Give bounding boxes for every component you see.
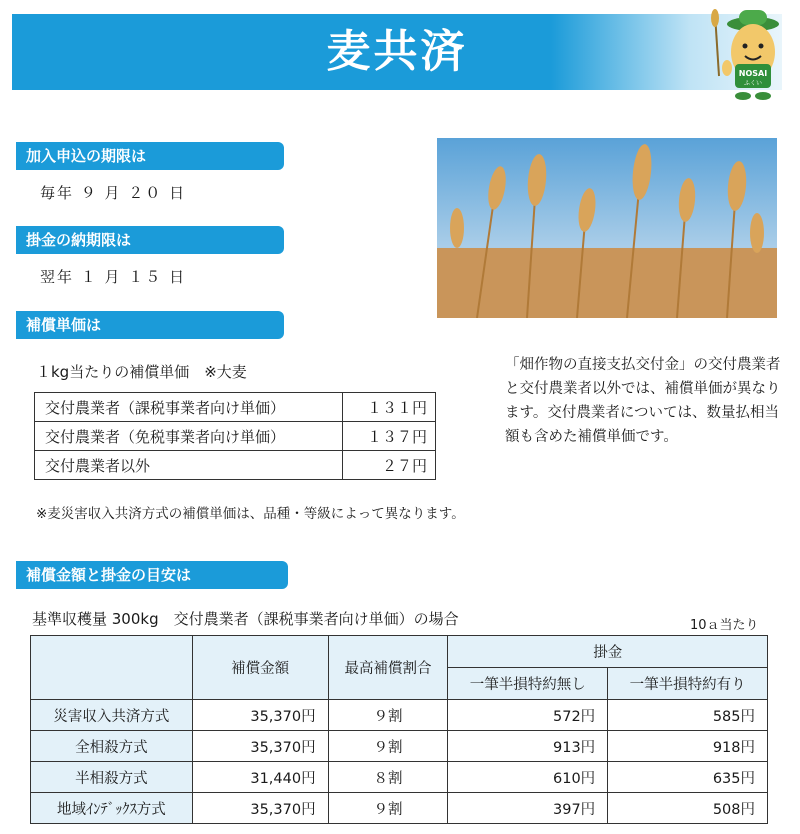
estimate-table <box>30 635 768 824</box>
row-premium-no: 572円 <box>448 700 608 731</box>
header-premium: 掛金 <box>448 636 768 668</box>
section-label-estimate: 補償金額と掛金の目安は <box>16 561 288 589</box>
estimate-caption: 基準収穫量 300kg 交付農業者（課税事業者向け単価）の場合 <box>32 610 459 628</box>
header-premium-with-rider: 一筆半損特約有り <box>608 668 768 700</box>
table-row <box>35 393 436 422</box>
section-label-unit-price: 補償単価は <box>16 311 284 339</box>
estimate-unit: 10ａ当たり <box>690 618 759 633</box>
row-premium-yes: 635円 <box>608 762 768 793</box>
unit-price-footnote: ※麦災害収入共済方式の補償単価は、品種・等級によって異なります。 <box>36 506 465 522</box>
row-ratio: ９割 <box>328 700 448 731</box>
price-row-value: ２７円 <box>342 451 435 480</box>
row-method: 災害収入共済方式 <box>31 700 193 731</box>
table-row <box>31 731 768 762</box>
mascot-badge-subtext: ふくい <box>743 80 763 87</box>
mascot-illustration <box>705 6 791 102</box>
table-row <box>35 451 436 480</box>
section-label-pay-deadline: 掛金の納期限は <box>16 226 284 254</box>
table-row <box>31 793 768 824</box>
unit-price-side-note: 「畑作物の直接支払交付金」の交付農業者と交付農業者以外では、補償単価が異なります。交付農業者については、数量払相当額も含めた補償単価です。 <box>505 357 781 445</box>
row-amount: 31,440円 <box>192 762 328 793</box>
row-premium-yes: 585円 <box>608 700 768 731</box>
table-row <box>35 422 436 451</box>
header-blank <box>31 636 193 700</box>
table-row <box>31 762 768 793</box>
unit-price-table <box>34 392 436 480</box>
row-premium-no: 610円 <box>448 762 608 793</box>
table-row <box>31 700 768 731</box>
row-ratio: ９割 <box>328 731 448 762</box>
join-deadline-value: 毎年 ９ 月 ２０ 日 <box>40 184 187 202</box>
table-header-row <box>31 636 768 668</box>
unit-price-caption: １kg当たりの補償単価 ※大麦 <box>36 363 247 381</box>
section-label-join-deadline: 加入申込の期限は <box>16 142 284 170</box>
row-amount: 35,370円 <box>192 700 328 731</box>
row-premium-no: 397円 <box>448 793 608 824</box>
row-method: 地域ｲﾝﾃﾞｯｸｽ方式 <box>31 793 193 824</box>
header-premium-no-rider: 一筆半損特約無し <box>448 668 608 700</box>
mascot-badge-text: NOSAI <box>738 69 768 78</box>
row-amount: 35,370円 <box>192 793 328 824</box>
row-method: 半相殺方式 <box>31 762 193 793</box>
row-amount: 35,370円 <box>192 731 328 762</box>
header-ratio: 最高補償割合 <box>328 636 448 700</box>
price-row-value: １３１円 <box>342 393 435 422</box>
header-amount: 補償金額 <box>192 636 328 700</box>
price-row-name: 交付農業者（免税事業者向け単価） <box>35 422 343 451</box>
pay-deadline-value: 翌年 １ 月 １５ 日 <box>40 268 187 286</box>
row-ratio: ９割 <box>328 793 448 824</box>
page-title: 麦共済 <box>326 26 468 77</box>
price-row-value: １３７円 <box>342 422 435 451</box>
price-row-name: 交付農業者以外 <box>35 451 343 480</box>
row-ratio: ８割 <box>328 762 448 793</box>
row-premium-yes: 918円 <box>608 731 768 762</box>
title-banner <box>12 14 782 90</box>
barley-field-photo <box>437 138 777 318</box>
row-method: 全相殺方式 <box>31 731 193 762</box>
row-premium-no: 913円 <box>448 731 608 762</box>
price-row-name: 交付農業者（課税事業者向け単価） <box>35 393 343 422</box>
row-premium-yes: 508円 <box>608 793 768 824</box>
